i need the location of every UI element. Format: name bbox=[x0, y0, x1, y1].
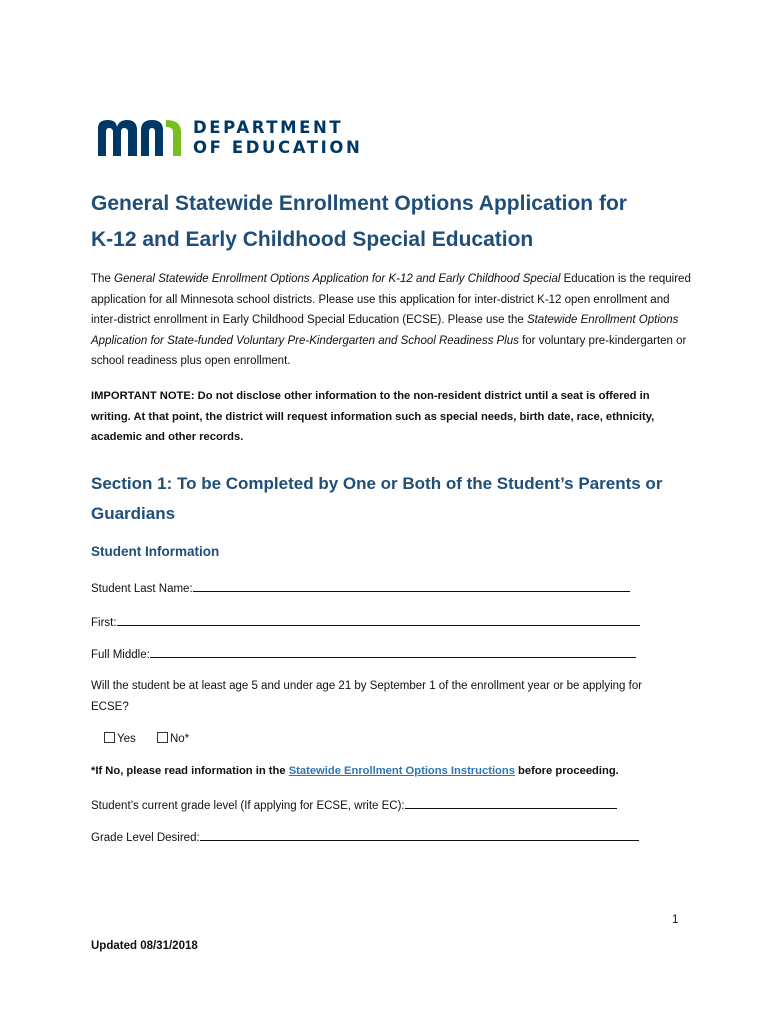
mn-logo-icon bbox=[96, 118, 184, 158]
first-name-line[interactable] bbox=[117, 612, 640, 626]
current-grade-field[interactable] bbox=[91, 795, 617, 814]
page-number: 1 bbox=[672, 914, 679, 926]
if-no-suffix: before proceeding. bbox=[514, 765, 619, 777]
no-checkbox[interactable] bbox=[157, 732, 168, 743]
important-note: IMPORTANT NOTE: Do not disclose other information to the non-resident district until a seat is offered in writing. At that point, the district will request information such as special needs, birth date, race, ethnicity, academic and other records. bbox=[91, 390, 655, 443]
desired-grade-field[interactable] bbox=[91, 827, 639, 846]
last-name-field[interactable] bbox=[91, 578, 630, 597]
current-grade-label: Student’s current grade level (If applying for ECSE, write EC): bbox=[91, 800, 405, 812]
first-name-field[interactable] bbox=[91, 612, 640, 631]
intro-prek-form-name: Statewide Enrollment Options Application for State-funded Voluntary Pre-Kindergarten and School Readiness Plus bbox=[91, 314, 679, 347]
logo-text-line1: DEPARTMENT bbox=[193, 118, 344, 137]
updated-date: Updated 08/31/2018 bbox=[91, 940, 198, 952]
intro-text-1: The bbox=[91, 273, 115, 285]
current-grade-line[interactable] bbox=[405, 795, 617, 809]
no-label: No* bbox=[169, 733, 190, 745]
desired-grade-label: Grade Level Desired: bbox=[91, 832, 200, 844]
intro-paragraph bbox=[91, 269, 691, 372]
logo-text-line2: OF EDUCATION bbox=[193, 138, 363, 157]
title-line-1: General Statewide Enrollment Options Application for bbox=[91, 192, 627, 215]
intro-text-5: for voluntary pre-kindergarten or school readiness plus open enrollment. bbox=[91, 334, 687, 367]
if-no-prefix: *If No, please read information in the bbox=[91, 765, 289, 777]
middle-name-label: Full Middle: bbox=[91, 649, 150, 661]
section-1-title: Section 1: To be Completed by One or Both of the Student’s Parents or Guardians bbox=[91, 474, 663, 523]
yes-option[interactable] bbox=[104, 731, 136, 747]
intro-form-name: General Statewide Enrollment Options Application for K-12 and Early Childhood Special bbox=[114, 273, 561, 285]
last-name-line[interactable] bbox=[193, 578, 630, 592]
instructions-link[interactable]: Statewide Enrollment Options Instructions bbox=[288, 765, 515, 777]
desired-grade-line[interactable] bbox=[200, 827, 639, 841]
student-information-heading: Student Information bbox=[91, 544, 220, 559]
last-name-label: Student Last Name: bbox=[91, 583, 193, 595]
age-question: Will the student be at least age 5 and under age 21 by September 1 of the enrollment year or be applying for ECSE? bbox=[91, 680, 643, 713]
first-name-label: First: bbox=[91, 617, 117, 629]
yes-label: Yes bbox=[117, 733, 136, 745]
intro-text-3: Education is the required application for all Minnesota school districts. Please use this application for inter-district K-12 open enrollment and inter-district enrollment in Early Childhood Special Education (ECSE). Please use the bbox=[91, 273, 691, 326]
title-line-2: K-12 and Early Childhood Special Education bbox=[91, 228, 534, 251]
middle-name-line[interactable] bbox=[150, 644, 636, 658]
no-option[interactable] bbox=[157, 731, 189, 747]
middle-name-field[interactable] bbox=[91, 644, 636, 663]
if-no-note bbox=[91, 763, 619, 779]
yes-checkbox[interactable] bbox=[104, 732, 115, 743]
age-choices bbox=[104, 731, 207, 747]
page-title bbox=[91, 186, 711, 258]
